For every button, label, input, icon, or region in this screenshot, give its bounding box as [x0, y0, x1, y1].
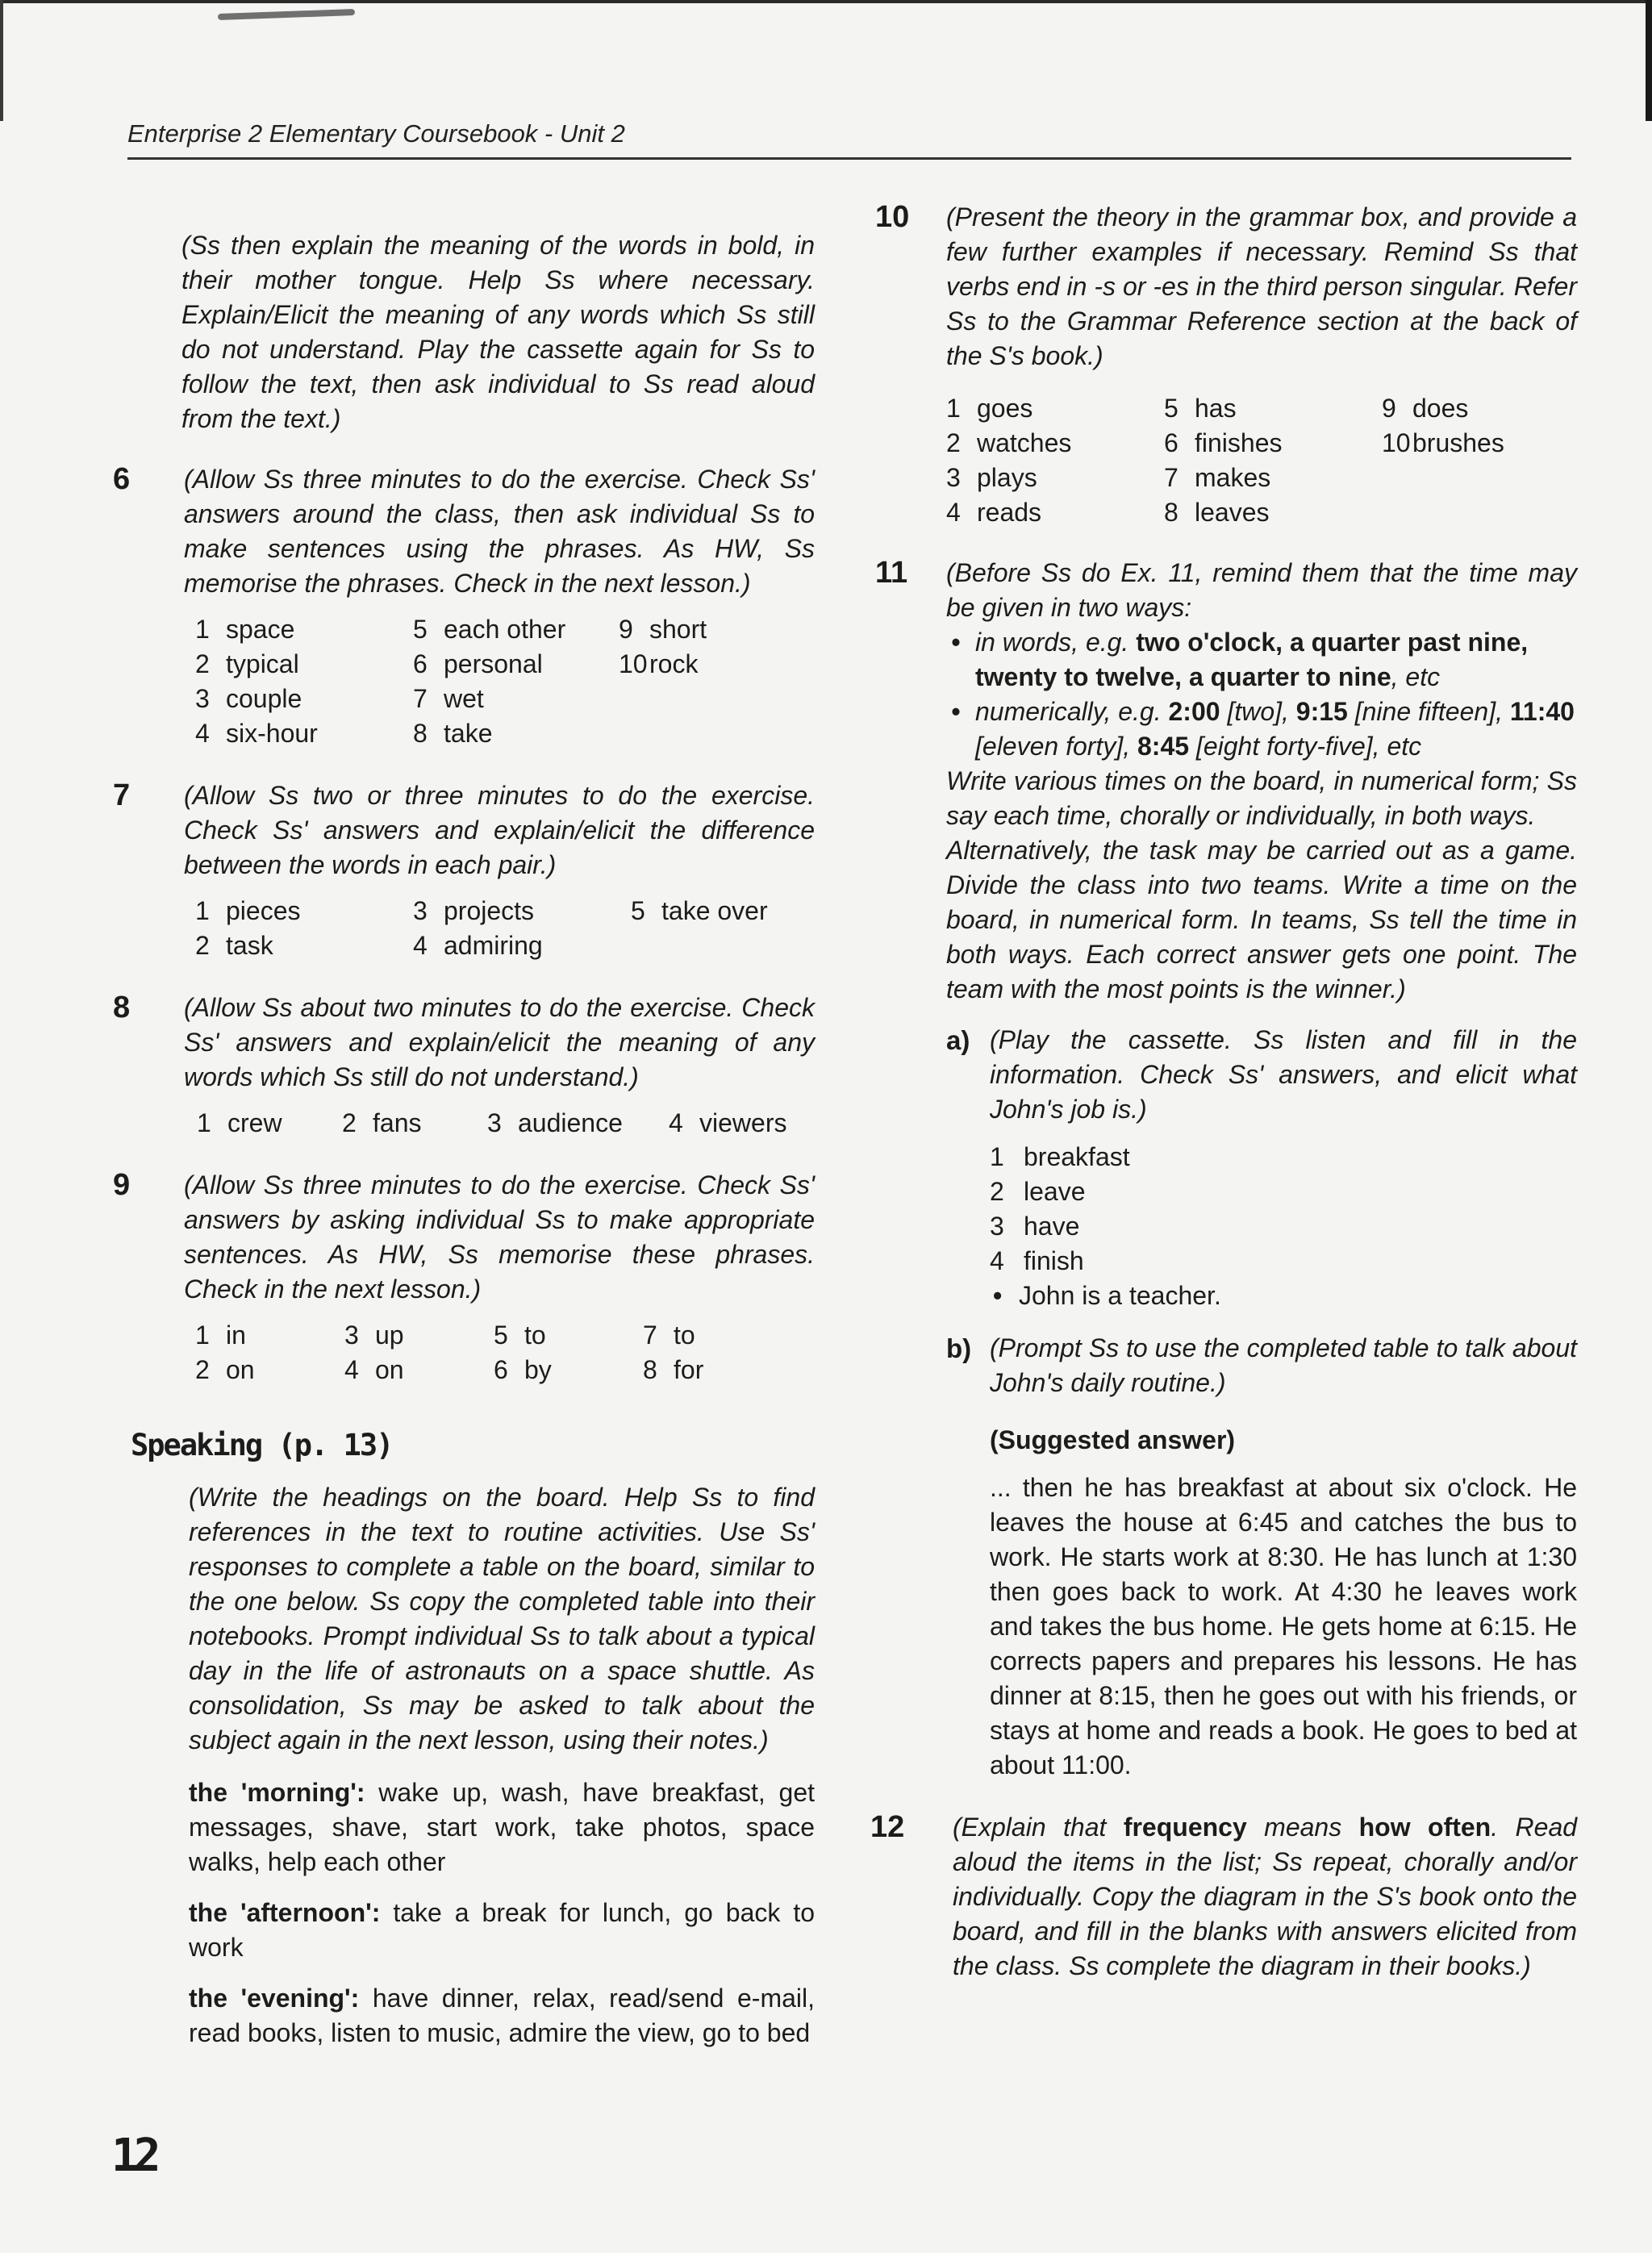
- answer-word: take over: [661, 896, 768, 925]
- right-column: [870, 200, 1578, 1984]
- answer-word: to: [674, 1321, 695, 1350]
- exercise-note: (Allow Ss two or three minutes to do the exercise. Check Ss' answers and explain/elicit the difference between the words in each pair.): [184, 781, 815, 879]
- answer-number: 4: [669, 1108, 683, 1137]
- list-number: 2: [990, 1177, 1004, 1206]
- answer-item: [494, 1318, 643, 1353]
- answer-number: 1: [946, 394, 961, 423]
- exercise-note: (Present the theory in the grammar box, and provide a few further examples if necessary. Remind Ss that verbs end in -s or -es in the third person singular. Refer Ss to the Grammar Reference section at the back of the S's book.): [946, 202, 1577, 370]
- answer-word: each other: [444, 615, 566, 644]
- scan-edge-left: [0, 0, 3, 121]
- answer-number: 1: [195, 896, 210, 925]
- answer-number: 7: [1164, 463, 1179, 492]
- evening-text: have dinner, relax, read/send e-mail, read books, listen to music, admire the view, go to bed: [189, 1984, 816, 2047]
- answer-number: 6: [413, 649, 428, 678]
- header-rule: [127, 157, 1571, 160]
- exercise-11: [875, 556, 1577, 1783]
- answer-word: admiring: [444, 931, 543, 960]
- intro-note: (Ss then explain the meaning of the words in bold, in their mother tongue. Help Ss where necessary. Explain/Elicit the meaning of any words which Ss still do not understand. Play the cassette again for Ss to follow the text, then ask individual to Ss read aloud from the text.): [181, 231, 815, 433]
- answer-word: has: [1195, 394, 1237, 423]
- answer-item: [344, 1353, 494, 1387]
- answer-word: personal: [444, 649, 543, 678]
- list-item: [990, 1174, 1577, 1209]
- time-example: 8:45: [1137, 732, 1190, 761]
- list-number: 3: [990, 1212, 1004, 1241]
- answer-item: [643, 1318, 764, 1353]
- answer-number: 9: [1382, 394, 1396, 423]
- answer-item: [195, 1318, 344, 1353]
- answer-word: finishes: [1195, 428, 1283, 457]
- answer-item: [413, 928, 615, 963]
- answer-word: take: [444, 719, 493, 748]
- exercise-8: [113, 991, 815, 1141]
- answer-word: up: [375, 1321, 404, 1350]
- answer-number: 2: [195, 649, 210, 678]
- scan-edge-top: [0, 0, 1652, 3]
- list-item: [990, 1140, 1577, 1174]
- answer-item: [946, 391, 1148, 426]
- answer-number: 4: [344, 1355, 359, 1384]
- answer-item: [1382, 426, 1543, 461]
- exercise-number: 10: [875, 200, 910, 234]
- answer-grid: [946, 391, 1577, 530]
- intro-block: [113, 228, 815, 436]
- answer-number: 3: [487, 1108, 502, 1137]
- answer-item: [1164, 391, 1366, 426]
- answer-number: 4: [195, 719, 210, 748]
- section-heading-speaking: Speaking (p. 13): [131, 1428, 393, 1462]
- answer-word: reads: [977, 498, 1042, 527]
- time-examples-words: two o'clock, a quarter past nine, twenty to twelve, a quarter to nine: [975, 628, 1529, 691]
- answer-item: [619, 716, 740, 751]
- speaking-note: (Write the headings on the board. Help Ss to find references in the text to routine activities. Use Ss' responses to complete a table on the board, similar to the one below. Ss copy the completed table into their notebooks. Prompt individual Ss to talk about a typical day in the life of astronauts on a space shuttle. As consolidation, Ss may be asked to talk about the subject again in the next lesson, using their notes.): [189, 1483, 815, 1754]
- answer-item: [195, 1353, 344, 1387]
- answer-item: [494, 1353, 643, 1387]
- answer-number: 10: [1382, 428, 1411, 457]
- time-example: 11:40: [1509, 697, 1575, 726]
- answer-item: [1164, 495, 1366, 530]
- suggested-heading: (Suggested answer): [990, 1425, 1236, 1454]
- scan-edge-right: [1646, 0, 1652, 121]
- answer-word: watches: [977, 428, 1072, 457]
- part-note: (Prompt Ss to use the completed table to talk about John's daily routine.): [990, 1333, 1577, 1397]
- exercise-number: 11: [875, 556, 908, 590]
- time-example: 2:00: [1168, 697, 1220, 726]
- answer-grid: [195, 1318, 815, 1387]
- page-number: 12: [111, 2130, 156, 2182]
- answer-word: in: [226, 1321, 246, 1350]
- answer-item: [413, 612, 603, 647]
- exercise-12: [870, 1810, 1577, 1984]
- answer-word: couple: [226, 684, 302, 713]
- answer-item: [619, 647, 740, 682]
- answer-word: makes: [1195, 463, 1271, 492]
- list-item: [990, 1209, 1577, 1244]
- answer-number: 1: [195, 1321, 210, 1350]
- answer-number: 6: [494, 1355, 508, 1384]
- answer-item: [195, 682, 397, 716]
- answer-word: does: [1412, 394, 1469, 423]
- exercise-number: 8: [113, 991, 131, 1024]
- answer-item: [344, 1318, 494, 1353]
- evening-label: the 'evening':: [189, 1984, 360, 2013]
- answer-number: 5: [413, 615, 428, 644]
- answer-item: [413, 682, 603, 716]
- answer-number: 8: [1164, 498, 1179, 527]
- answer-item: [1164, 426, 1366, 461]
- exercise-note: (Allow Ss three minutes to do the exercise. Check Ss' answers around the class, then ask individual Ss to make sentences using the phrases. As HW, Ss memorise the phrases. Check in the next lesson.): [184, 465, 815, 598]
- answer-word: brushes: [1412, 428, 1504, 457]
- answer-word: pieces: [226, 896, 301, 925]
- exercise-intro: (Before Ss do Ex. 11, remind them that the time may be given in two ways:: [946, 558, 1577, 622]
- answer-word: plays: [977, 463, 1037, 492]
- list-word: leave: [1024, 1177, 1086, 1206]
- answer-word: to: [524, 1321, 546, 1350]
- answer-item: [197, 1106, 342, 1141]
- answer-number: 5: [1164, 394, 1179, 423]
- answer-word: on: [226, 1355, 255, 1384]
- exercise-para: Write various times on the board, in numerical form; Ss say each time, chorally or individually, in both ways.: [946, 766, 1577, 830]
- answer-word: task: [226, 931, 273, 960]
- answer-word: typical: [226, 649, 299, 678]
- answer-word: on: [375, 1355, 404, 1384]
- part-a: [875, 1023, 1577, 1313]
- answer-number: 3: [344, 1321, 359, 1350]
- answer-word: audience: [518, 1108, 623, 1137]
- list-number: 4: [990, 1246, 1004, 1275]
- evening-line: [189, 1981, 815, 2051]
- answer-item: [631, 894, 792, 928]
- answer-number: 2: [195, 931, 210, 960]
- answer-word: rock: [649, 649, 699, 678]
- answer-number: 1: [197, 1108, 211, 1137]
- afternoon-text: take a break for lunch, go back to work: [189, 1898, 816, 1962]
- answer-item: [195, 647, 397, 682]
- answer-item: [413, 647, 603, 682]
- exercise-note: (Explain that frequency means how often. Read aloud the items in the list; Ss repeat, chorally and/or individually. Copy the diagram in the S's book onto the board, and fill in the blanks with answers elicited from the class. Ss complete the diagram in their books.): [953, 1813, 1578, 1980]
- list-item: [990, 1244, 1577, 1279]
- answer-item: [413, 716, 603, 751]
- answer-item: [195, 894, 397, 928]
- answer-item: [631, 928, 792, 963]
- exercise-note: (Allow Ss three minutes to do the exercise. Check Ss' answers by asking individual Ss to make appropriate sentences. As HW, Ss memorise these phrases. Check in the next lesson.): [184, 1170, 815, 1304]
- exercise-number: 9: [113, 1168, 131, 1202]
- answer-number: 10: [619, 649, 648, 678]
- answer-item: [946, 461, 1148, 495]
- answer-word: projects: [444, 896, 535, 925]
- morning-text: wake up, wash, have breakfast, get messages, shave, start work, take photos, space walks, help each other: [189, 1778, 816, 1876]
- answer-number: 9: [619, 615, 633, 644]
- answer-word: fans: [373, 1108, 422, 1137]
- answer-word: goes: [977, 394, 1033, 423]
- bullet-numerically: • numerically, e.g. 2:00 [two], 9:15 [nine fifteen], 11:40 [eleven forty], 8:45 [eight forty-five], etc: [946, 695, 1577, 764]
- scan-smudge: [218, 9, 355, 20]
- morning-label: the 'morning':: [189, 1778, 365, 1807]
- answer-word: crew: [227, 1108, 282, 1137]
- answer-item: [946, 426, 1148, 461]
- answer-word: six-hour: [226, 719, 318, 748]
- answer-item: [1382, 391, 1543, 426]
- answer-item: [195, 612, 397, 647]
- exercise-9: [113, 1168, 815, 1387]
- answer-item: [342, 1106, 487, 1141]
- answer-item: [1382, 495, 1543, 530]
- answer-number: 5: [631, 896, 645, 925]
- answer-word: viewers: [699, 1108, 787, 1137]
- answer-number: 4: [946, 498, 961, 527]
- answer-word: wet: [444, 684, 484, 713]
- answer-item: [946, 495, 1148, 530]
- answer-word: short: [649, 615, 707, 644]
- speaking-block: [113, 1480, 815, 2051]
- answer-list: [990, 1140, 1577, 1279]
- list-number: 1: [990, 1142, 1004, 1171]
- answer-number: 2: [195, 1355, 210, 1384]
- answer-number: 3: [413, 896, 428, 925]
- answer-number: 5: [494, 1321, 508, 1350]
- answer-item: [619, 682, 740, 716]
- answer-number: 3: [195, 684, 210, 713]
- list-word: finish: [1024, 1246, 1084, 1275]
- answer-number: 3: [946, 463, 961, 492]
- exercise-10: [875, 200, 1577, 530]
- answer-grid: [195, 612, 815, 751]
- answer-grid: [197, 1106, 815, 1141]
- morning-line: [189, 1775, 815, 1880]
- answer-number: 4: [413, 931, 428, 960]
- answer-item: [643, 1353, 764, 1387]
- exercise-7: [113, 778, 815, 963]
- answer-grid: [195, 894, 815, 963]
- answer-number: 6: [1164, 428, 1179, 457]
- exercise-number: 12: [870, 1810, 905, 1844]
- list-word: have: [1024, 1212, 1080, 1241]
- answer-item: [195, 928, 397, 963]
- afternoon-label: the 'afternoon':: [189, 1898, 381, 1927]
- answer-number: 7: [413, 684, 428, 713]
- exercise-number: 6: [113, 462, 131, 496]
- answer-number: 8: [413, 719, 428, 748]
- job-answer: • John is a teacher.: [988, 1279, 1577, 1313]
- part-note: (Play the cassette. Ss listen and fill in the information. Check Ss' answers, and elicit what John's job is.): [990, 1025, 1577, 1124]
- answer-word: for: [674, 1355, 704, 1384]
- suggested-answer: ... then he has breakfast at about six o'clock. He leaves the house at 6:45 and catches the bus to work. He starts work at 8:30. He has lunch at 1:30 then goes back to work. At 4:30 he leaves work and takes the bus home. He gets home at 6:15. He corrects papers and prepares his lessons. He has dinner at 8:15, then he goes out with his friends, or stays at home and reads a book. He goes to bed at about 11:00.: [990, 1473, 1577, 1779]
- answer-word: leaves: [1195, 498, 1270, 527]
- running-head: Enterprise 2 Elementary Coursebook - Unit 2: [127, 119, 625, 148]
- afternoon-line: [189, 1896, 815, 1965]
- exercise-6: [113, 462, 815, 751]
- answer-number: 1: [195, 615, 210, 644]
- bullet-in-words: • in words, e.g. two o'clock, a quarter past nine, twenty to twelve, a quarter to nine, etc: [946, 625, 1577, 695]
- list-word: breakfast: [1024, 1142, 1130, 1171]
- left-column: [113, 228, 815, 2051]
- exercise-para: Alternatively, the task may be carried out as a game. Divide the class into two teams. Write a time on the board, in numerical form. In teams, Ss tell the time in both ways. Each correct answer gets one point. The team with the most points is the winner.): [946, 836, 1577, 1003]
- part-label: b): [946, 1333, 972, 1363]
- part-label: a): [946, 1025, 970, 1055]
- answer-item: [669, 1106, 798, 1141]
- answer-item: [195, 716, 397, 751]
- answer-number: 2: [342, 1108, 357, 1137]
- answer-word: space: [226, 615, 295, 644]
- answer-number: 2: [946, 428, 961, 457]
- answer-item: [487, 1106, 669, 1141]
- part-b: [875, 1331, 1577, 1783]
- answer-item: [413, 894, 615, 928]
- answer-number: 7: [643, 1321, 657, 1350]
- answer-item: [1382, 461, 1543, 495]
- answer-item: [619, 612, 740, 647]
- exercise-number: 7: [113, 778, 131, 812]
- answer-number: 8: [643, 1355, 657, 1384]
- answer-word: by: [524, 1355, 552, 1384]
- time-example: 9:15: [1295, 697, 1348, 726]
- answer-item: [1164, 461, 1366, 495]
- exercise-note: (Allow Ss about two minutes to do the exercise. Check Ss' answers and explain/elicit the meaning of any words which Ss still do not understand.): [184, 993, 815, 1091]
